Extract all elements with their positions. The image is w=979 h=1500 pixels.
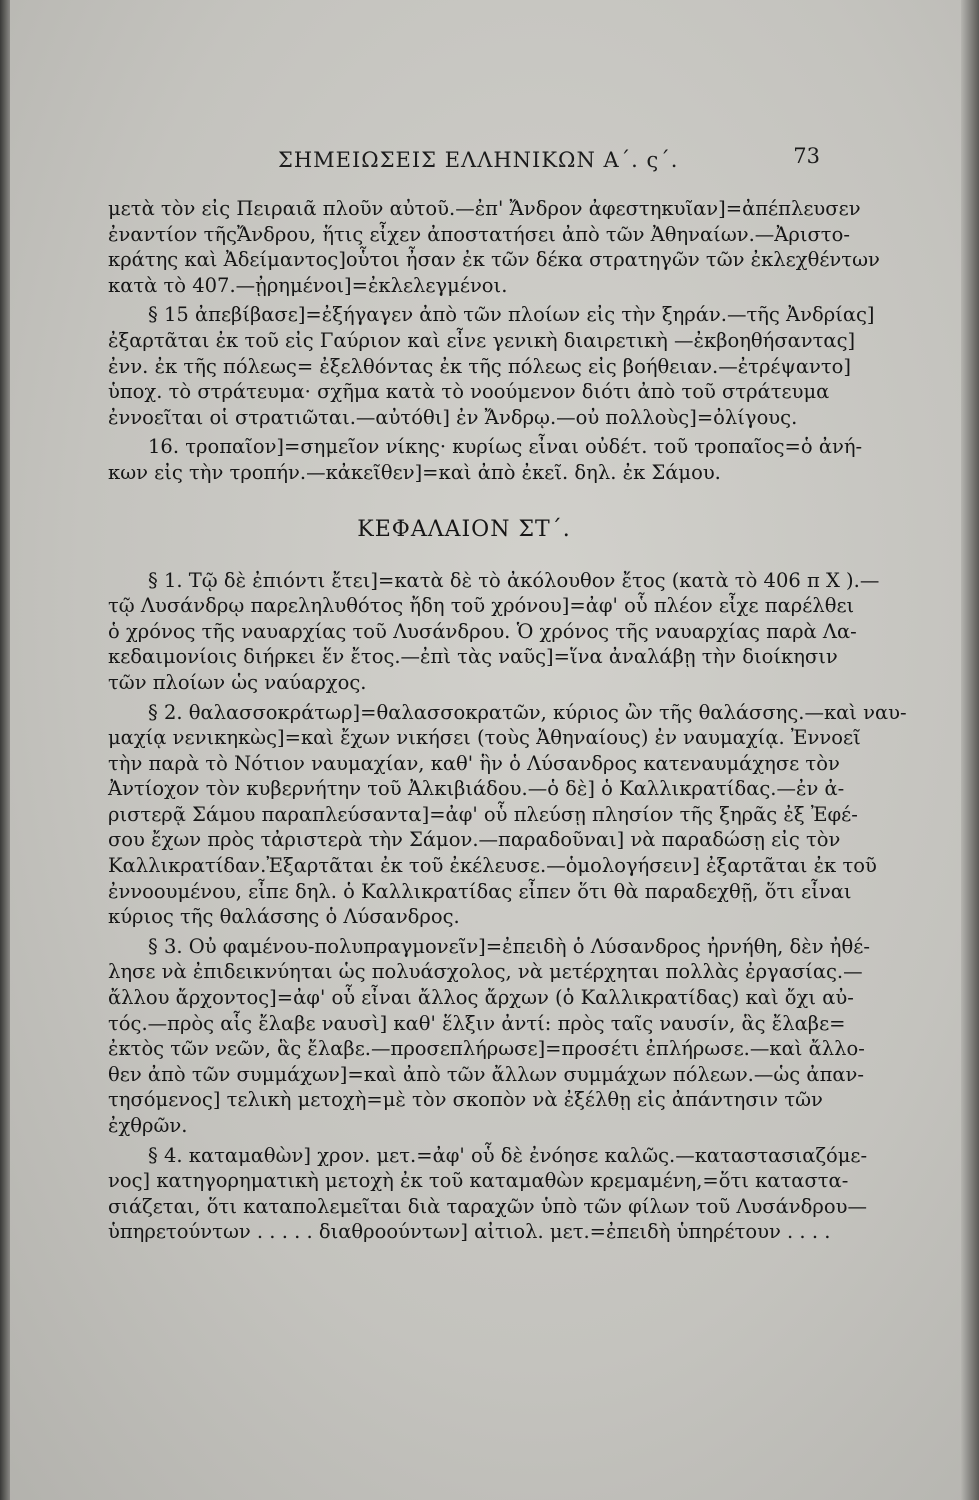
text-line: ἄλλου ἄρχοντος]=ἀφ' οὗ εἶναι ἄλλος ἄρχων (ὁ Καλλικρατίδας) καὶ ὄχι αὐ-: [108, 986, 854, 1010]
paragraph-section-2: [108, 700, 907, 930]
chapter-title: ΚΕΦΑΛΑΙΟΝ ΣΤ΄.: [357, 516, 571, 542]
paragraph-section-3: [108, 934, 870, 1139]
text-line: ἐναντίον τῆςἌνδρου, ἥτις εἶχεν ἀποστατήσει ἀπὸ τῶν Ἀθηναίων.—Ἀριστο-: [108, 222, 850, 246]
paragraph-section-15: [108, 302, 875, 430]
text-line: ἐνν. ἐκ τῆς πόλεως= ἐξελθόντας ἐκ τῆς πόλεως εἰς βοήθειαν.—ἐτρέψαντο]: [108, 354, 851, 378]
text-line: θεν ἀπὸ τῶν συμμάχων]=καὶ ἀπὸ τῶν ἄλλων συμμάχων πόλεων.—ὡς ἀπαν-: [108, 1062, 864, 1086]
text-line: Ἀντίοχον τὸν κυβερνήτην τοῦ Ἀλκιβιάδου.—ὁ δὲ] ὁ Καλλικρατίδας.—ἐν ἀ-: [108, 777, 845, 801]
text-line: τῷ Λυσάνδρῳ παρεληλυθότος ἤδη τοῦ χρόνου]=ἀφ' οὗ πλέον εἶχε παρέλθει: [108, 594, 855, 618]
paragraph-section-4: [108, 1143, 868, 1245]
text-line: κύριος τῆς θαλάσσης ὁ Λύσανδρος.: [108, 905, 460, 929]
page-header: [108, 144, 820, 178]
text-line: ριστερᾷ Σάμου παραπλεύσαντα]=ἀφ' οὗ πλεύσῃ πλησίον τῆς ξηρᾶς ἐξ Ἐφέ-: [108, 802, 858, 826]
text-line: § 15 ἀπεβίβασε]=ἐξήγαγεν ἀπὸ τῶν πλοίων εἰς τὴν ξηράν.—τῆς Ἀνδρίας]: [148, 303, 875, 327]
text-line: 16. τροπαῖον]=σημεῖον νίκης· κυρίως εἶναι οὐδέτ. τοῦ τροπαῖος=ὁ ἀνή-: [148, 435, 863, 459]
text-line: § 3. Οὐ φαμένου-πολυπραγμονεῖν]=ἐπειδὴ ὁ Λύσανδρος ἠρνήθη, δὲν ἠθέ-: [148, 934, 870, 958]
text-line: ἐννοεῖται οἱ στρατιῶται.—αὐτόθι] ἐν Ἄνδρῳ.—οὐ πολλοὺς]=ὀλίγους.: [108, 405, 798, 429]
text-line: § 2. θαλασσοκράτωρ]=θαλασσοκρατῶν, κύριος ὢν τῆς θαλάσσης.—καὶ ναυ-: [148, 700, 907, 724]
text-line: μαχίᾳ νενικηκὼς]=καὶ ἔχων νικήσει (τοὺς Ἀθηναίους) ἐν ναυμαχίᾳ. Ἐννοεῖ: [108, 726, 861, 750]
text-line: ἐκτὸς τῶν νεῶν, ἃς ἔλαβε.—προσεπλήρωσε]=προσέτι ἐπλήρωσε.—καὶ ἄλλο-: [108, 1037, 865, 1061]
text-line: τησόμενος] τελικὴ μετοχὴ=μὲ τὸν σκοπὸν νὰ ἐξέλθῃ εἰς ἀπάντησιν τῶν: [108, 1088, 823, 1112]
page-body: [108, 196, 907, 1245]
page-right-edge: [961, 0, 979, 1500]
text-line: τός.—πρὸς αἷς ἔλαβε ναυσὶ] καθ' ἕλξιν ἀντί: πρὸς ταῖς ναυσίν, ἃς ἔλαβε=: [108, 1011, 846, 1035]
text-line: Καλλικρατίδαν.Ἐξαρτᾶται ἐκ τοῦ ἐκέλευσε.—ὁμολογήσειν] ἐξαρτᾶται ἐκ τοῦ: [108, 854, 877, 878]
page-number: 73: [793, 144, 820, 168]
text-line: ὁ χρόνος τῆς ναυαρχίας τοῦ Λυσάνδρου. Ὁ χρόνος τῆς ναυαρχίας παρὰ Λα-: [108, 619, 857, 643]
text-line: ἐννοουμένου, εἶπε δηλ. ὁ Καλλικρατίδας εἶπεν ὅτι θὰ παραδεχθῇ, ὅτι εἶναι: [108, 879, 852, 903]
text-line: § 1. Τῷ δὲ ἐπιόντι ἔτει]=κατὰ δὲ τὸ ἀκόλουθον ἔτος (κατὰ τὸ 406 π Χ ).—: [148, 568, 880, 592]
text-line: νος] κατηγορηματικὴ μετοχὴ ἐκ τοῦ καταμαθὼν κρεμαμένη,=ὅτι καταστα-: [108, 1169, 849, 1193]
text-line: λησε νὰ ἐπιδεικνύηται ὡς πολυάσχολος, νὰ μετέρχηται πολλὰς ἐργασίας.—: [108, 960, 863, 984]
text-line: τὴν παρὰ τὸ Νότιον ναυμαχίαν, καθ' ἣν ὁ Λύσανδρος κατεναυμάχησε τὸν: [108, 751, 840, 775]
text-line: κων εἰς τὴν τροπήν.—κἀκεῖθεν]=καὶ ἀπὸ ἐκεῖ. δηλ. ἐκ Σάμου.: [108, 460, 721, 484]
text-line: σιάζεται, ὅτι καταπολεμεῖται διὰ ταραχῶν ὑπὸ τῶν φίλων τοῦ Λυσάνδρου—: [108, 1194, 867, 1218]
text-line: μετὰ τὸν εἰς Πειραιᾶ πλοῦν αὐτοῦ.—ἐπ' Ἄνδρον ἀφεστηκυῖαν]=ἀπέπλευσεν: [108, 197, 861, 220]
text-line: σου ἔχων πρὸς τἀριστερὰ τὴν Σάμον.—παραδοῦναι] νὰ παραδώσῃ εἰς τὸν: [108, 828, 841, 852]
paragraph-section-16: [108, 434, 863, 485]
text-line: ἐχθρῶν.: [108, 1114, 188, 1137]
text-line: ὑποχ. τὸ στράτευμα· σχῆμα κατὰ τὸ νοούμενον διότι ἀπὸ τοῦ στράτευμα: [108, 380, 830, 404]
text-line: κεδαιμονίοις διήρκει ἕν ἔτος.—ἐπὶ τὰς ναῦς]=ἵνα ἀναλάβῃ τὴν διοίκησιν: [108, 645, 838, 669]
text-line: ἐξαρτᾶται ἐκ τοῦ εἰς Γαύριον καὶ εἶνε γενικὴ διαιρετικὴ —ἐκβοηθήσαντας]: [108, 328, 856, 352]
paragraph-continuation: [108, 196, 880, 298]
paragraph-section-1: [108, 568, 880, 696]
text-line: κράτης καὶ Ἀδείμαντος]οὗτοι ἦσαν ἐκ τῶν δέκα στρατηγῶν τῶν ἐκλεχθέντων: [108, 248, 880, 272]
text-line: ὑπηρετούντων . . . . . διαθροούντων] αἰτιολ. μετ.=ἐπειδὴ ὑπηρέτουν . . . .: [108, 1220, 831, 1244]
text-line: § 4. καταμαθὼν] χρον. μετ.=ἀφ' οὗ δὲ ἐνόησε καλῶς.—καταστασιαζόμε-: [148, 1143, 868, 1167]
text-line: κατὰ τὸ 407.—ᾐρημένοι]=ἐκλελεγμένοι.: [108, 273, 508, 297]
text-line: τῶν πλοίων ὡς ναύαρχος.: [108, 670, 367, 694]
running-head: ΣΗΜΕΙΩΣΕΙΣ ΕΛΛΗΝΙΚΩΝ Α΄. ς΄.: [278, 148, 679, 172]
page-left-edge: [0, 0, 10, 1500]
